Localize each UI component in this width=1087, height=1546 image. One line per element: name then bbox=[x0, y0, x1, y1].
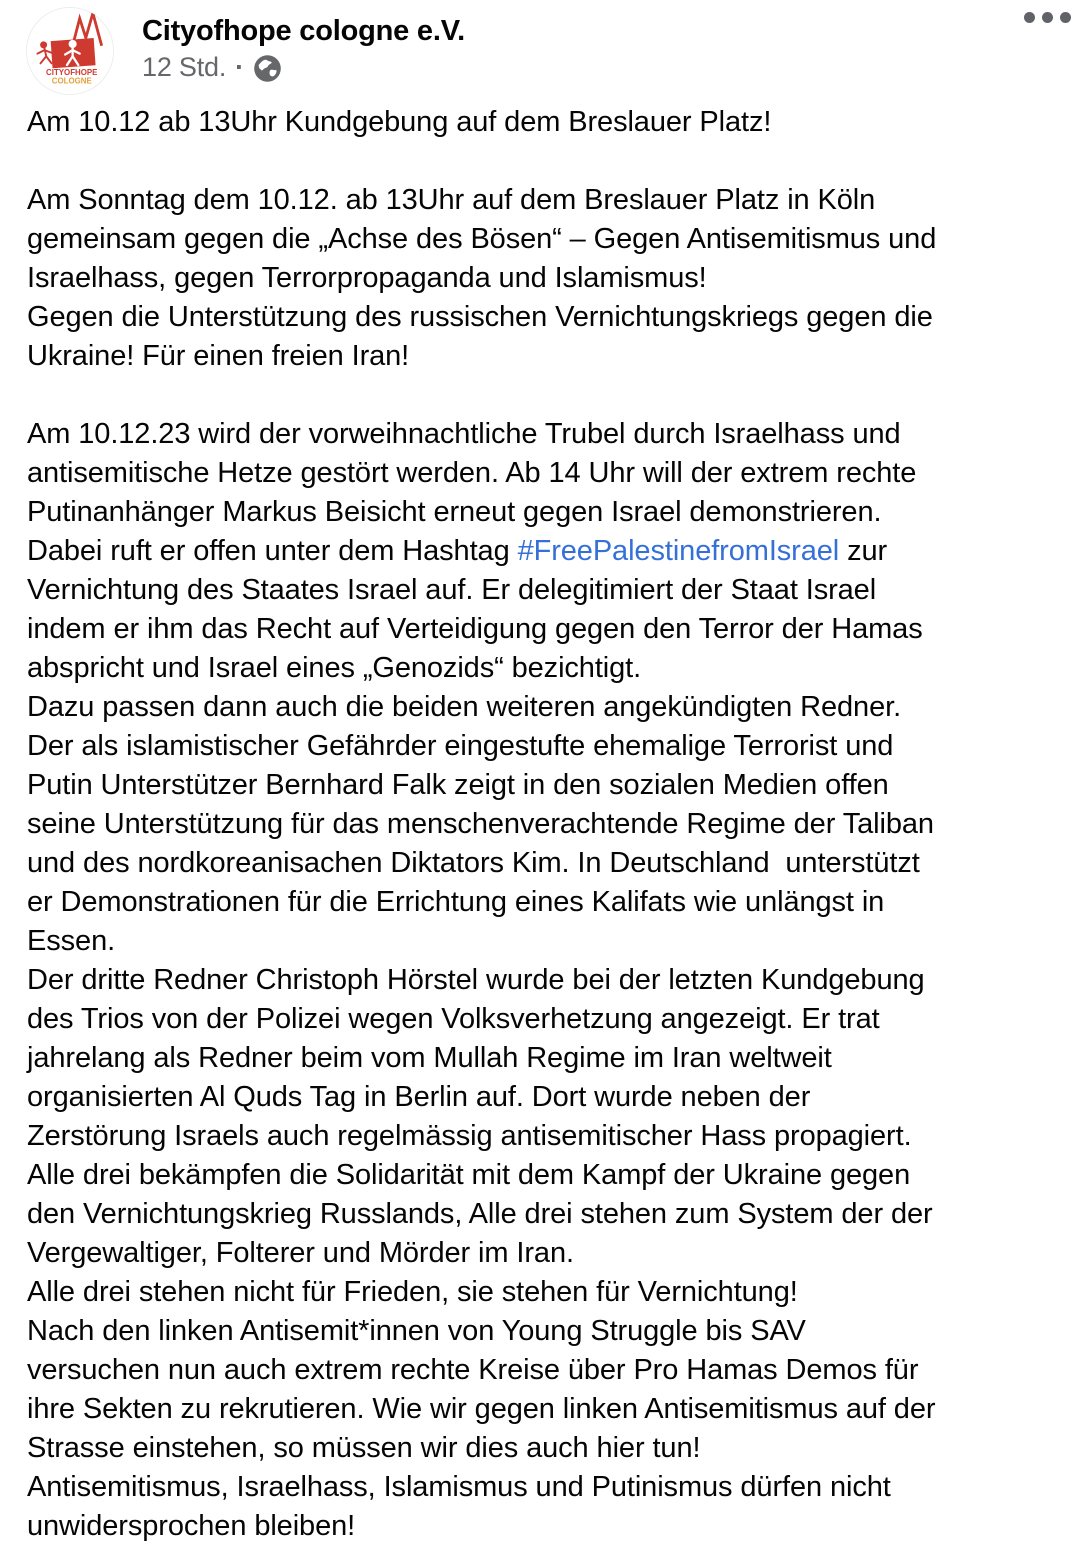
cityofhope-logo-icon bbox=[26, 7, 114, 95]
post-line bbox=[27, 1312, 1061, 1351]
post-line bbox=[27, 610, 1061, 649]
post-line bbox=[27, 337, 1061, 376]
logo-text-bottom: COLOGNE bbox=[51, 76, 92, 86]
post-line bbox=[27, 766, 1061, 805]
hashtag-link[interactable]: #FreePalestinefromIsrael bbox=[517, 535, 840, 567]
post-text-segment: unwidersprochen bleiben! bbox=[27, 1510, 356, 1542]
post-line bbox=[27, 1000, 1061, 1039]
post-line bbox=[27, 1039, 1061, 1078]
post-meta bbox=[142, 52, 465, 83]
post-text-segment: Zerstörung Israels auch regelmässig antisemitischer Hass propagiert. bbox=[27, 1120, 912, 1152]
avatar[interactable] bbox=[26, 7, 114, 95]
post-text-segment: er Demonstrationen für die Errichtung eines Kalifats wie unlängst in bbox=[27, 886, 885, 918]
post-line bbox=[27, 1351, 1061, 1390]
post-text-segment: Strasse einstehen, so müssen wir dies auch hier tun! bbox=[27, 1432, 701, 1464]
post-text-segment: und des nordkoreanisachen Diktators Kim. In Deutschland unterstützt bbox=[27, 847, 920, 879]
post-header bbox=[0, 0, 1087, 100]
post-text-segment: Putin Unterstützer Bernhard Falk zeigt in den sozialen Medien offen bbox=[27, 769, 889, 801]
post-line bbox=[27, 805, 1061, 844]
post-text-segment: ihre Sekten zu rekrutieren. Wie wir gegen linken Antisemitismus auf der bbox=[27, 1393, 936, 1425]
post-text-segment: Am 10.12.23 wird der vorweihnachtliche Trubel durch Israelhass und bbox=[27, 418, 901, 450]
post-line bbox=[27, 415, 1061, 454]
page-name-link[interactable]: Cityofhope cologne e.V. bbox=[142, 15, 466, 47]
post-text-segment: Vergewaltiger, Folterer und Mörder im Iran. bbox=[27, 1237, 574, 1269]
post-text-segment: seine Unterstützung für das menschenverachtende Regime der Taliban bbox=[27, 808, 934, 840]
post-line bbox=[27, 1156, 1061, 1195]
post-text-segment: organisierten Al Quds Tag in Berlin auf. Dort wurde neben der bbox=[27, 1081, 811, 1113]
post-text-segment: versuchen nun auch extrem rechte Kreise über Pro Hamas Demos für bbox=[27, 1354, 919, 1386]
post-line bbox=[27, 532, 1061, 571]
post-line bbox=[27, 1273, 1061, 1312]
post-paragraph bbox=[27, 103, 1061, 142]
post-text-segment: Dabei ruft er offen unter dem Hashtag bbox=[27, 535, 518, 567]
post-header-text bbox=[142, 7, 465, 83]
post-text-segment: Ukraine! Für einen freien Iran! bbox=[27, 340, 410, 372]
post-line bbox=[27, 298, 1061, 337]
timestamp[interactable]: 12 Std. bbox=[142, 52, 227, 82]
post-line bbox=[27, 961, 1061, 1000]
post-line bbox=[27, 883, 1061, 922]
logo-text-top: CITYOFHOPE bbox=[46, 67, 98, 77]
post-line bbox=[27, 181, 1061, 220]
post-line bbox=[27, 727, 1061, 766]
post-line bbox=[27, 1234, 1061, 1273]
post-text-segment: gemeinsam gegen die „Achse des Bösen“ – Gegen Antisemitismus und bbox=[27, 223, 937, 255]
post-text-segment: Der dritte Redner Christoph Hörstel wurde bei der letzten Kundgebung bbox=[27, 964, 925, 996]
post-text-segment: Dazu passen dann auch die beiden weiteren angekündigten Redner. bbox=[27, 691, 902, 723]
post-line bbox=[27, 220, 1061, 259]
post-text-segment: Alle drei bekämpfen die Solidarität mit dem Kampf der Ukraine gegen bbox=[27, 1159, 911, 1191]
post-text bbox=[0, 100, 1087, 1546]
post-text-segment: Israelhass, gegen Terrorpropaganda und Islamismus! bbox=[27, 262, 707, 294]
post-text-segment: des Trios von der Polizei wegen Volksverhetzung angezeigt. Er trat bbox=[27, 1003, 880, 1035]
post-line bbox=[27, 649, 1061, 688]
post-line bbox=[27, 259, 1061, 298]
post-text-segment: Antisemitismus, Israelhass, Islamismus und Putinismus dürfen nicht bbox=[27, 1471, 891, 1503]
post-line bbox=[27, 1117, 1061, 1156]
three-dots-icon bbox=[1024, 12, 1071, 23]
post-text-segment: abspricht und Israel eines „Genozids“ bezichtigt. bbox=[27, 652, 642, 684]
post-text-segment: antisemitische Hetze gestört werden. Ab 14 Uhr will der extrem rechte bbox=[27, 457, 917, 489]
post-line bbox=[27, 1078, 1061, 1117]
post-line bbox=[27, 571, 1061, 610]
post-line bbox=[27, 688, 1061, 727]
post-line bbox=[27, 922, 1061, 961]
post-text-segment: Alle drei stehen nicht für Frieden, sie stehen für Vernichtung! bbox=[27, 1276, 798, 1308]
post-text-segment: Der als islamistischer Gefährder eingestufte ehemalige Terrorist und bbox=[27, 730, 894, 762]
post-line bbox=[27, 1429, 1061, 1468]
post-text-segment: Putinanhänger Markus Beisicht erneut gegen Israel demonstrieren. bbox=[27, 496, 882, 528]
post-text-segment: Essen. bbox=[27, 925, 116, 957]
post-paragraph bbox=[27, 181, 1061, 376]
post-text-segment: jahrelang als Redner beim vom Mullah Regime im Iran weltweit bbox=[27, 1042, 832, 1074]
post-line bbox=[27, 454, 1061, 493]
post-line bbox=[27, 1507, 1061, 1546]
post-text-segment: zur bbox=[839, 535, 888, 567]
post-line bbox=[27, 1468, 1061, 1507]
post-text-segment: den Vernichtungskrieg Russlands, Alle drei stehen zum System der der bbox=[27, 1198, 933, 1230]
post-line bbox=[27, 103, 1061, 142]
post-text-segment: Am Sonntag dem 10.12. ab 13Uhr auf dem Breslauer Platz in Köln bbox=[27, 184, 876, 216]
post-line bbox=[27, 844, 1061, 883]
post-line bbox=[27, 1195, 1061, 1234]
post-text-segment: Am 10.12 ab 13Uhr Kundgebung auf dem Breslauer Platz! bbox=[27, 106, 772, 138]
globe-icon bbox=[253, 54, 282, 83]
post-menu-button[interactable] bbox=[1016, 0, 1079, 35]
meta-separator: · bbox=[235, 52, 244, 82]
post-paragraph bbox=[27, 415, 1061, 1546]
post-text-segment: Nach den linken Antisemit*innen von Young Struggle bis SAV bbox=[27, 1315, 806, 1347]
post-text-segment: indem er ihm das Recht auf Verteidigung gegen den Terror der Hamas bbox=[27, 613, 923, 645]
post-line bbox=[27, 493, 1061, 532]
post-text-segment: Vernichtung des Staates Israel auf. Er delegitimiert der Staat Israel bbox=[27, 574, 877, 606]
post-text-segment: Gegen die Unterstützung des russischen Vernichtungskriegs gegen die bbox=[27, 301, 933, 333]
post-line bbox=[27, 1390, 1061, 1429]
